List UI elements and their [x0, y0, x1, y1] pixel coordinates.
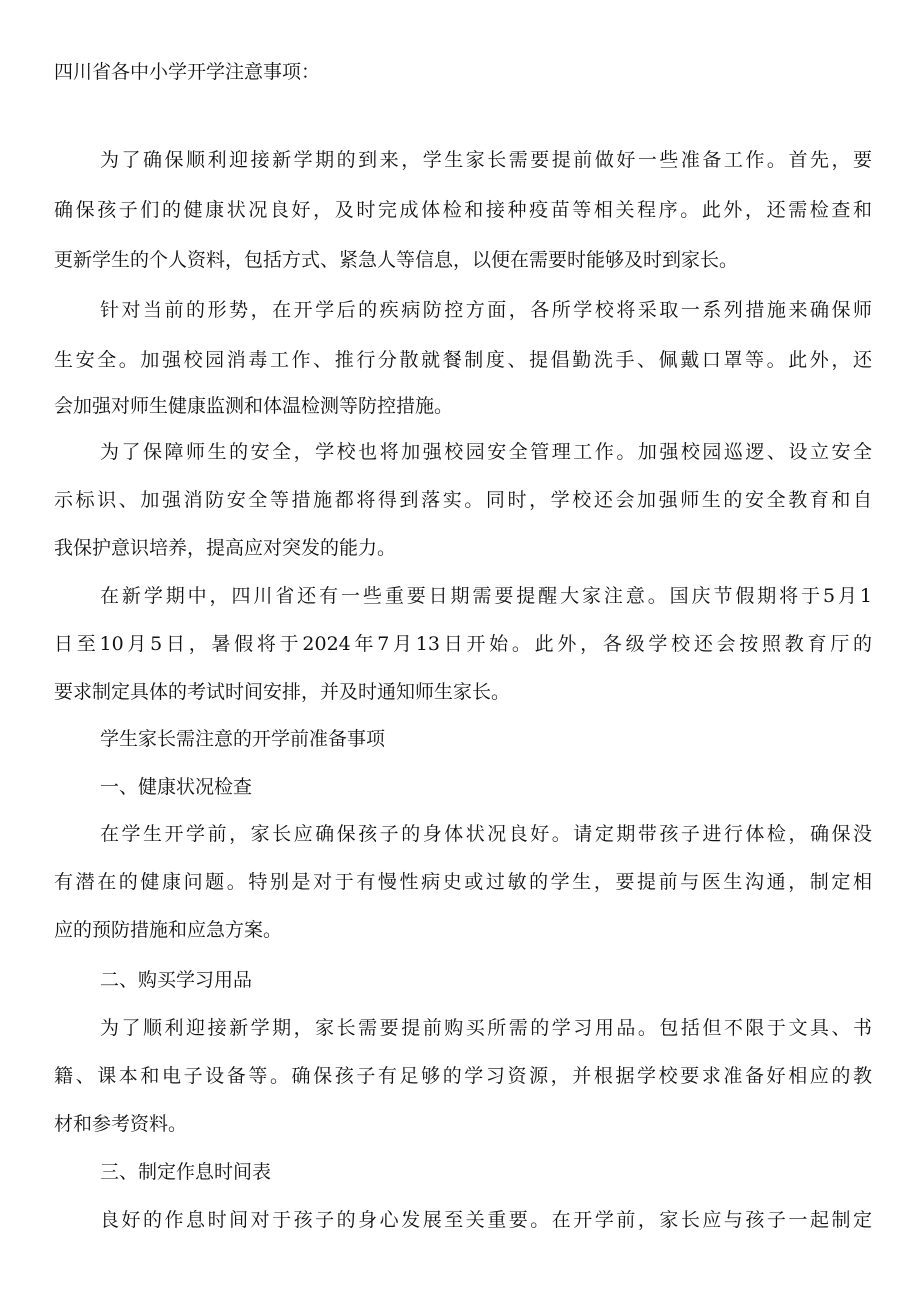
doc-title: 四川省各中小学开学注意事项： — [54, 61, 321, 83]
paragraph-7-line-1: 良好的作息时间对于孩子的身心发展至关重要。在开学前，家长应与孩子一起制定 — [100, 1209, 872, 1231]
paragraph-3-line-1: 为了保障师生的安全，学校也将加强校园安全管理工作。加强校园巡逻、设立安全 — [100, 441, 872, 463]
paragraph-5-line-1: 在学生开学前，家长应确保孩子的身体状况良好。请定期带孩子进行体检，确保没 — [100, 823, 872, 845]
paragraph-4-line-2: 日至10月5日，暑假将于2024年7月13日开始。此外，各级学校还会按照教育厅的 — [54, 633, 872, 655]
paragraph-3-line-2: 示标识、加强消防安全等措施都将得到落实。同时，学校还会加强师生的安全教育和自 — [54, 489, 872, 511]
paragraph-6-line-1: 为了顺利迎接新学期，家长需要提前购买所需的学习用品。包括但不限于文具、书 — [100, 1017, 872, 1039]
paragraph-3-line-3: 我保护意识培养，提高应对突发的能力。 — [54, 537, 397, 559]
paragraph-2-line-2: 生安全。加强校园消毒工作、推行分散就餐制度、提倡勤洗手、佩戴口罩等。此外，还 — [54, 349, 872, 371]
paragraph-1-line-2: 确保孩子们的健康状况良好，及时完成体检和接种疫苗等相关程序。此外，还需检查和 — [54, 199, 872, 221]
heading-health-check: 一、健康状况检查 — [100, 776, 253, 798]
heading-schedule: 三、制定作息时间表 — [100, 1161, 272, 1183]
heading-school-supplies: 二、购买学习用品 — [100, 969, 253, 991]
paragraph-4-line-1: 在新学期中，四川省还有一些重要日期需要提醒大家注意。国庆节假期将于5月1 — [100, 585, 872, 607]
paragraph-2-line-3: 会加强对师生健康监测和体温检测等防控措施。 — [54, 395, 454, 417]
section-subtitle: 学生家长需注意的开学前准备事项 — [100, 728, 386, 750]
paragraph-1-line-3: 更新学生的个人资料，包括方式、紧急人等信息，以便在需要时能够及时到家长。 — [54, 249, 739, 271]
paragraph-5-line-3: 应的预防措施和应急方案。 — [54, 919, 283, 941]
paragraph-5-line-2: 有潜在的健康问题。特别是对于有慢性病史或过敏的学生，要提前与医生沟通，制定相 — [54, 871, 872, 893]
paragraph-6-line-3: 材和参考资料。 — [54, 1113, 188, 1135]
paragraph-2-line-1: 针对当前的形势，在开学后的疾病防控方面，各所学校将采取一系列措施来确保师 — [100, 299, 872, 321]
paragraph-1-line-1: 为了确保顺利迎接新学期的到来，学生家长需要提前做好一些准备工作。首先，要 — [100, 149, 872, 171]
paragraph-4-line-3: 要求制定具体的考试时间安排，并及时通知师生家长。 — [54, 681, 511, 703]
paragraph-6-line-2: 籍、课本和电子设备等。确保孩子有足够的学习资源，并根据学校要求准备好相应的教 — [54, 1065, 872, 1087]
